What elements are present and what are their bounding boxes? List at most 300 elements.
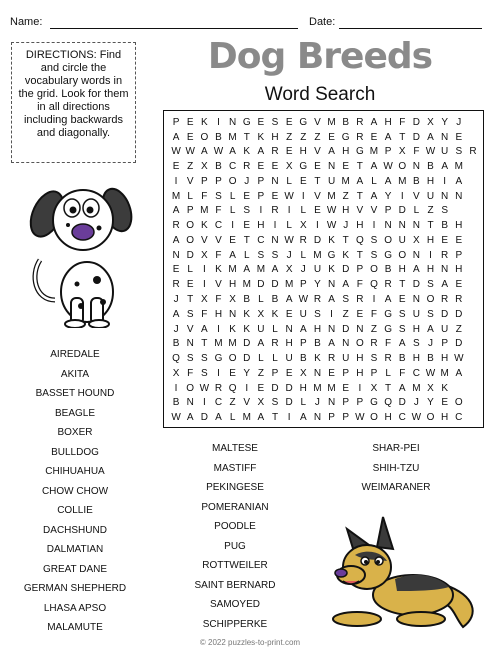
grid-letter[interactable]: A — [384, 175, 392, 187]
grid-letter[interactable]: S — [370, 353, 378, 365]
grid-letter[interactable]: J — [314, 397, 320, 409]
grid-letter[interactable]: T — [427, 220, 434, 232]
grid-letter[interactable]: X — [370, 382, 378, 394]
grid-letter[interactable]: O — [186, 220, 195, 232]
grid-letter[interactable]: K — [229, 323, 236, 335]
grid-letter[interactable]: R — [214, 382, 223, 394]
grid-letter[interactable]: N — [441, 264, 449, 276]
grid-letter[interactable]: R — [356, 116, 364, 128]
grid-letter[interactable]: D — [271, 382, 279, 394]
grid-letter[interactable]: S — [186, 353, 194, 365]
grid-letter[interactable]: J — [413, 397, 419, 409]
grid-letter[interactable]: E — [285, 116, 293, 128]
grid-letter[interactable]: E — [328, 131, 335, 143]
grid-letter[interactable]: F — [385, 338, 392, 350]
grid-letter[interactable]: L — [187, 264, 193, 276]
grid-letter[interactable]: L — [187, 190, 193, 202]
grid-letter[interactable]: P — [328, 412, 335, 424]
grid-letter[interactable]: Z — [229, 397, 236, 409]
grid-letter[interactable]: O — [370, 264, 378, 276]
grid-letter[interactable]: H — [398, 264, 406, 276]
grid-letter[interactable]: D — [257, 279, 265, 291]
date-line[interactable] — [339, 28, 482, 29]
grid-letter[interactable]: R — [299, 234, 307, 246]
grid-letter[interactable]: P — [342, 397, 350, 409]
grid-letter[interactable]: A — [257, 146, 265, 158]
grid-letter[interactable]: M — [242, 279, 251, 291]
grid-letter[interactable]: A — [356, 175, 364, 187]
grid-letter[interactable]: S — [398, 308, 406, 320]
grid-letter[interactable]: D — [455, 338, 463, 350]
grid-letter[interactable]: R — [469, 146, 477, 158]
grid-letter[interactable]: C — [214, 397, 223, 409]
grid-letter[interactable]: W — [213, 146, 224, 158]
grid-letter[interactable]: W — [454, 353, 464, 365]
grid-letter[interactable]: W — [171, 412, 181, 424]
grid-letter[interactable]: Q — [172, 353, 180, 365]
grid-letter[interactable]: P — [384, 146, 392, 158]
grid-letter[interactable]: R — [271, 146, 279, 158]
grid-letter[interactable]: H — [426, 264, 435, 276]
grid-letter[interactable]: O — [228, 175, 237, 187]
grid-letter[interactable]: T — [243, 131, 250, 143]
grid-letter[interactable]: Z — [286, 131, 293, 143]
grid-letter[interactable]: D — [313, 234, 322, 246]
grid-letter[interactable]: D — [342, 323, 350, 335]
grid-letter[interactable]: P — [356, 397, 364, 409]
grid-letter[interactable]: W — [199, 382, 210, 394]
grid-letter[interactable]: I — [287, 412, 291, 424]
grid-letter[interactable]: V — [243, 397, 251, 409]
grid-letter[interactable]: P — [370, 367, 378, 379]
grid-letter[interactable]: X — [257, 308, 265, 320]
grid-letter[interactable]: N — [398, 220, 406, 232]
grid-letter[interactable]: P — [441, 338, 448, 350]
grid-letter[interactable]: D — [285, 397, 293, 409]
grid-letter[interactable]: O — [426, 412, 435, 424]
grid-letter[interactable]: H — [356, 353, 364, 365]
grid-letter[interactable]: I — [174, 175, 178, 187]
grid-letter[interactable]: N — [384, 220, 392, 232]
grid-letter[interactable]: W — [425, 146, 436, 158]
grid-letter[interactable]: X — [201, 249, 208, 261]
grid-letter[interactable]: O — [426, 294, 435, 306]
grid-letter[interactable]: E — [271, 190, 279, 202]
grid-letter[interactable]: I — [287, 205, 291, 217]
grid-letter[interactable]: A — [299, 412, 307, 424]
grid-letter[interactable]: R — [271, 205, 279, 217]
grid-letter[interactable]: N — [313, 412, 322, 424]
grid-letter[interactable]: E — [299, 175, 307, 187]
grid-letter[interactable]: L — [229, 205, 236, 217]
grid-letter[interactable]: P — [342, 412, 350, 424]
grid-letter[interactable]: T — [399, 279, 406, 291]
grid-letter[interactable]: S — [370, 234, 378, 246]
grid-letter[interactable]: P — [257, 175, 265, 187]
grid-letter[interactable]: D — [186, 249, 194, 261]
grid-letter[interactable]: G — [242, 116, 251, 128]
grid-letter[interactable]: S — [271, 397, 279, 409]
grid-letter[interactable]: H — [412, 323, 420, 335]
grid-letter[interactable]: N — [441, 190, 449, 202]
grid-letter[interactable]: C — [398, 412, 406, 424]
grid-letter[interactable]: K — [215, 264, 222, 276]
grid-letter[interactable]: V — [314, 116, 321, 128]
grid-letter[interactable]: A — [229, 146, 236, 158]
grid-letter[interactable]: E — [271, 161, 279, 173]
grid-letter[interactable]: X — [172, 367, 180, 379]
grid-letter[interactable]: L — [272, 323, 278, 335]
grid-letter[interactable]: D — [412, 279, 420, 291]
grid-letter[interactable]: A — [455, 367, 463, 379]
grid-letter[interactable]: U — [342, 353, 350, 365]
grid-letter[interactable]: E — [370, 131, 378, 143]
grid-letter[interactable]: M — [327, 190, 336, 202]
grid-letter[interactable]: I — [358, 382, 362, 394]
grid-letter[interactable]: I — [231, 220, 234, 232]
grid-letter[interactable]: I — [443, 175, 447, 187]
grid-letter[interactable]: W — [284, 190, 294, 202]
grid-letter[interactable]: B — [427, 353, 434, 365]
grid-letter[interactable]: H — [285, 338, 293, 350]
grid-letter[interactable]: A — [229, 249, 236, 261]
grid-letter[interactable]: E — [455, 234, 463, 246]
grid-letter[interactable]: G — [384, 249, 392, 261]
grid-letter[interactable]: S — [186, 308, 194, 320]
grid-letter[interactable]: A — [370, 190, 378, 202]
grid-letter[interactable]: N — [356, 323, 364, 335]
grid-letter[interactable]: M — [228, 264, 237, 276]
grid-letter[interactable]: P — [172, 116, 180, 128]
grid-letter[interactable]: I — [372, 294, 376, 306]
grid-letter[interactable]: P — [299, 338, 307, 350]
grid-letter[interactable]: N — [342, 338, 350, 350]
grid-letter[interactable]: C — [455, 412, 463, 424]
grid-letter[interactable]: L — [371, 175, 377, 187]
grid-letter[interactable]: E — [285, 146, 293, 158]
grid-letter[interactable]: I — [217, 323, 220, 335]
grid-letter[interactable]: Y — [427, 397, 434, 409]
grid-letter[interactable]: E — [455, 279, 463, 291]
grid-letter[interactable]: W — [326, 220, 337, 232]
grid-letter[interactable]: E — [455, 131, 463, 143]
grid-letter[interactable]: Y — [384, 190, 392, 202]
grid-letter[interactable]: M — [327, 382, 336, 394]
grid-letter[interactable]: A — [243, 264, 251, 276]
grid-letter[interactable]: G — [299, 161, 308, 173]
grid-letter[interactable]: A — [271, 264, 279, 276]
grid-letter[interactable]: R — [441, 249, 449, 261]
grid-letter[interactable]: N — [228, 308, 237, 320]
grid-letter[interactable]: M — [369, 146, 379, 158]
grid-letter[interactable]: X — [413, 234, 420, 246]
grid-letter[interactable]: R — [370, 338, 378, 350]
grid-letter[interactable]: T — [314, 175, 321, 187]
grid-letter[interactable]: C — [412, 367, 420, 379]
grid-letter[interactable]: Z — [342, 190, 349, 202]
grid-letter[interactable]: N — [412, 220, 420, 232]
grid-letter[interactable]: I — [259, 205, 263, 217]
grid-letter[interactable]: U — [412, 308, 420, 320]
grid-letter[interactable]: A — [328, 146, 335, 158]
grid-letter[interactable]: O — [355, 338, 364, 350]
grid-letter[interactable]: A — [455, 175, 463, 187]
grid-letter[interactable]: E — [441, 234, 448, 246]
grid-letter[interactable]: E — [356, 308, 364, 320]
grid-letter[interactable]: T — [271, 412, 279, 424]
grid-letter[interactable]: S — [201, 353, 208, 365]
grid-letter[interactable]: S — [243, 205, 251, 217]
grid-letter[interactable]: B — [413, 175, 420, 187]
grid-letter[interactable]: K — [342, 249, 350, 261]
grid-letter[interactable]: E — [229, 234, 236, 246]
grid-letter[interactable]: P — [186, 205, 194, 217]
grid-letter[interactable]: M — [398, 175, 407, 187]
grid-letter[interactable]: B — [215, 131, 222, 143]
grid-letter[interactable]: S — [455, 146, 463, 158]
grid-letter[interactable]: G — [384, 308, 392, 320]
grid-letter[interactable]: N — [228, 116, 237, 128]
grid-letter[interactable]: D — [398, 397, 406, 409]
grid-letter[interactable]: I — [217, 367, 220, 379]
grid-letter[interactable]: R — [243, 161, 251, 173]
grid-letter[interactable]: E — [172, 161, 180, 173]
grid-letter[interactable]: N — [455, 190, 463, 202]
grid-letter[interactable]: H — [313, 323, 322, 335]
grid-letter[interactable]: X — [398, 146, 406, 158]
grid-letter[interactable]: A — [215, 412, 222, 424]
grid-letter[interactable]: H — [342, 205, 350, 217]
grid-letter[interactable]: A — [299, 323, 307, 335]
grid-letter[interactable]: X — [229, 294, 236, 306]
grid-letter[interactable]: N — [441, 131, 449, 143]
grid-letter[interactable]: H — [228, 279, 237, 291]
grid-letter[interactable]: G — [327, 249, 336, 261]
grid-letter[interactable]: U — [257, 323, 265, 335]
grid-letter[interactable]: G — [384, 323, 392, 335]
grid-letter[interactable]: R — [172, 279, 180, 291]
grid-letter[interactable]: E — [257, 161, 265, 173]
grid-letter[interactable]: Y — [314, 279, 321, 291]
grid-letter[interactable]: T — [356, 161, 363, 173]
grid-letter[interactable]: I — [330, 308, 333, 320]
grid-letter[interactable]: O — [186, 382, 195, 394]
grid-letter[interactable]: Z — [455, 323, 462, 335]
grid-letter[interactable]: A — [384, 294, 392, 306]
grid-letter[interactable]: S — [271, 116, 279, 128]
grid-letter[interactable]: A — [441, 279, 448, 291]
grid-letter[interactable]: P — [455, 249, 463, 261]
grid-letter[interactable]: A — [172, 308, 180, 320]
grid-letter[interactable]: M — [284, 279, 294, 291]
grid-letter[interactable]: E — [441, 397, 448, 409]
grid-letter[interactable]: U — [285, 353, 293, 365]
grid-letter[interactable]: A — [172, 234, 180, 246]
grid-letter[interactable]: M — [454, 161, 463, 173]
grid-letter[interactable]: U — [299, 308, 307, 320]
grid-letter[interactable]: E — [172, 264, 180, 276]
grid-letter[interactable]: Q — [355, 234, 364, 246]
grid-letter[interactable]: A — [370, 161, 378, 173]
grid-letter[interactable]: T — [385, 382, 392, 394]
grid-letter[interactable]: L — [258, 353, 264, 365]
grid-letter[interactable]: R — [327, 353, 336, 365]
grid-letter[interactable]: A — [201, 146, 208, 158]
grid-letter[interactable]: J — [343, 220, 349, 232]
grid-letter[interactable]: A — [285, 294, 293, 306]
grid-letter[interactable]: P — [215, 175, 222, 187]
grid-letter[interactable]: S — [257, 249, 265, 261]
grid-letter[interactable]: L — [229, 412, 236, 424]
name-line[interactable] — [50, 28, 298, 29]
grid-letter[interactable]: A — [172, 131, 180, 143]
grid-letter[interactable]: X — [299, 220, 307, 232]
grid-letter[interactable]: S — [342, 294, 350, 306]
grid-letter[interactable]: F — [413, 146, 420, 158]
grid-letter[interactable]: J — [456, 116, 462, 128]
grid-letter[interactable]: G — [299, 116, 308, 128]
grid-letter[interactable]: L — [272, 353, 278, 365]
grid-letter[interactable]: D — [441, 308, 449, 320]
grid-letter[interactable]: N — [313, 367, 322, 379]
grid-letter[interactable]: H — [299, 382, 307, 394]
grid-letter[interactable]: A — [441, 161, 448, 173]
grid-letter[interactable]: X — [201, 161, 208, 173]
grid-letter[interactable]: N — [412, 161, 420, 173]
grid-letter[interactable]: B — [172, 397, 180, 409]
grid-letter[interactable]: Q — [228, 382, 237, 394]
grid-letter[interactable]: R — [271, 338, 279, 350]
grid-letter[interactable]: H — [441, 353, 449, 365]
grid-letter[interactable]: O — [398, 161, 407, 173]
grid-letter[interactable]: O — [398, 249, 407, 261]
grid-letter[interactable]: B — [215, 161, 222, 173]
grid-letter[interactable]: V — [314, 190, 321, 202]
grid-letter[interactable]: G — [214, 353, 223, 365]
grid-letter[interactable]: J — [300, 264, 306, 276]
grid-letter[interactable]: X — [257, 397, 265, 409]
grid-letter[interactable]: Z — [314, 131, 321, 143]
grid-letter[interactable]: E — [186, 131, 194, 143]
grid-letter[interactable]: D — [243, 353, 251, 365]
grid-letter[interactable]: E — [186, 116, 194, 128]
grid-letter[interactable]: V — [413, 190, 420, 202]
grid-letter[interactable]: R — [384, 279, 392, 291]
grid-letter[interactable]: F — [201, 190, 208, 202]
grid-letter[interactable]: I — [316, 220, 319, 232]
grid-letter[interactable]: W — [171, 146, 181, 158]
grid-letter[interactable]: H — [426, 175, 435, 187]
grid-letter[interactable]: Z — [187, 161, 194, 173]
grid-letter[interactable]: E — [257, 116, 265, 128]
grid-letter[interactable]: D — [285, 382, 293, 394]
grid-letter[interactable]: P — [384, 205, 392, 217]
grid-letter[interactable]: M — [228, 338, 237, 350]
grid-letter[interactable]: M — [412, 382, 421, 394]
grid-letter[interactable]: A — [427, 131, 434, 143]
grid-letter[interactable]: D — [412, 131, 420, 143]
grid-letter[interactable]: F — [215, 294, 222, 306]
grid-letter[interactable]: E — [328, 367, 335, 379]
grid-letter[interactable]: U — [327, 175, 336, 187]
grid-letter[interactable]: H — [356, 220, 364, 232]
grid-letter[interactable]: R — [441, 294, 449, 306]
grid-letter[interactable]: B — [243, 294, 251, 306]
grid-letter[interactable]: M — [313, 382, 322, 394]
grid-letter[interactable]: C — [257, 234, 265, 246]
grid-letter[interactable]: A — [342, 279, 350, 291]
grid-letter[interactable]: V — [314, 146, 321, 158]
grid-letter[interactable]: R — [356, 294, 364, 306]
grid-letter[interactable]: W — [355, 412, 365, 424]
grid-letter[interactable]: L — [286, 220, 292, 232]
grid-letter[interactable]: P — [201, 175, 208, 187]
grid-letter[interactable]: H — [342, 146, 350, 158]
grid-letter[interactable]: P — [257, 190, 265, 202]
grid-letter[interactable]: B — [172, 338, 180, 350]
grid-letter[interactable]: B — [314, 338, 321, 350]
grid-letter[interactable]: F — [399, 367, 406, 379]
grid-letter[interactable]: M — [228, 131, 237, 143]
grid-letter[interactable]: S — [370, 249, 378, 261]
grid-letter[interactable]: Z — [257, 367, 264, 379]
grid-letter[interactable]: H — [257, 220, 265, 232]
grid-letter[interactable]: F — [215, 249, 222, 261]
grid-letter[interactable]: M — [256, 264, 266, 276]
grid-letter[interactable]: T — [356, 249, 363, 261]
grid-letter[interactable]: G — [355, 146, 364, 158]
grid-letter[interactable]: A — [201, 323, 208, 335]
grid-letter[interactable]: W — [411, 412, 422, 424]
grid-letter[interactable]: I — [301, 190, 305, 202]
grid-letter[interactable]: Y — [441, 116, 448, 128]
grid-letter[interactable]: B — [398, 353, 406, 365]
grid-letter[interactable]: Z — [427, 205, 434, 217]
grid-letter[interactable]: K — [243, 308, 251, 320]
grid-letter[interactable]: H — [271, 131, 279, 143]
grid-letter[interactable]: S — [201, 367, 208, 379]
grid-letter[interactable]: E — [285, 308, 293, 320]
grid-letter[interactable]: N — [186, 338, 194, 350]
grid-letter[interactable]: C — [214, 220, 223, 232]
grid-letter[interactable]: H — [441, 412, 449, 424]
grid-letter[interactable]: Z — [370, 323, 378, 335]
grid-letter[interactable]: L — [300, 397, 307, 409]
grid-letter[interactable]: A — [328, 294, 335, 306]
grid-letter[interactable]: B — [427, 161, 434, 173]
grid-letter[interactable]: I — [372, 220, 376, 232]
grid-letter[interactable]: W — [298, 294, 309, 306]
grid-letter[interactable]: A — [398, 338, 406, 350]
grid-letter[interactable]: A — [370, 116, 378, 128]
grid-letter[interactable]: W — [383, 161, 393, 173]
grid-letter[interactable]: S — [271, 249, 279, 261]
grid-letter[interactable]: M — [440, 367, 449, 379]
grid-letter[interactable]: S — [398, 323, 406, 335]
grid-letter[interactable]: M — [200, 205, 209, 217]
grid-letter[interactable]: I — [202, 264, 206, 276]
grid-letter[interactable]: H — [412, 353, 420, 365]
grid-letter[interactable]: O — [454, 397, 463, 409]
grid-letter[interactable]: O — [200, 131, 209, 143]
grid-letter[interactable]: J — [173, 294, 179, 306]
grid-letter[interactable]: E — [285, 367, 293, 379]
grid-letter[interactable]: V — [215, 279, 222, 291]
grid-letter[interactable]: J — [286, 249, 292, 261]
grid-letter[interactable]: H — [356, 367, 364, 379]
grid-letter[interactable]: S — [314, 308, 321, 320]
grid-letter[interactable]: U — [313, 264, 322, 276]
